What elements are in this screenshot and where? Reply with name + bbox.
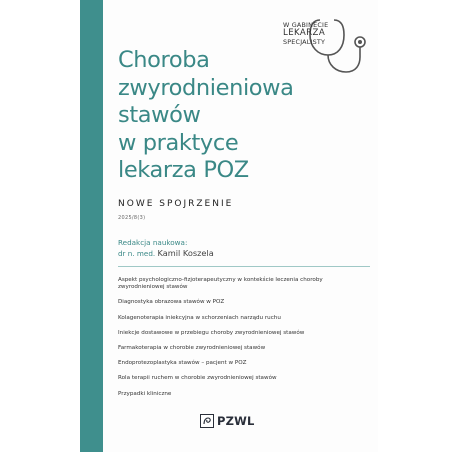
series-line-2: LEKARZA (283, 28, 326, 38)
issue-code: 2025/8(3) (118, 215, 146, 221)
book-title (118, 47, 368, 185)
contents-item: Aspekt psychologiczno-fizjoterapeutyczny w kontekście leczenia choroby zwyrodnieniowej stawów (118, 277, 323, 291)
contents-list (118, 277, 368, 406)
title-line: w praktyce (118, 129, 239, 156)
contents-item: Rola terapii ruchem w chorobie zwyrodnieniowej stawów (118, 375, 277, 382)
contents-item: Iniekcje dostawowe w przebiegu choroby zwyrodnieniowej stawów (118, 329, 305, 336)
title-line: zwyrodnieniowa (118, 74, 294, 101)
editor-name: Kamil Koszela (157, 248, 214, 258)
editor-prefix: dr n. med. (118, 249, 158, 258)
publisher-name: PZWL (217, 414, 255, 428)
title-line: lekarza POZ (118, 157, 249, 183)
contents-item: Diagnostyka obrazowa stawów w POZ (118, 299, 225, 306)
contents-item: Endoprotezoplastyka stawów – pacjent w POZ (118, 360, 247, 367)
publisher-logo (200, 412, 255, 430)
divider (118, 266, 370, 267)
series-line-1: W GABINECIE (283, 21, 329, 29)
title-line: stawów (118, 102, 201, 128)
contents-item: Farmakoterapia w chorobie zwyrodnieniowej stawów (118, 345, 266, 352)
book-subtitle: NOWE SPOJRZENIE (118, 199, 234, 209)
pzwl-logo-icon (200, 414, 214, 428)
series-line-3: SPECJALISTY (283, 38, 326, 46)
title-line: Choroba (118, 47, 210, 73)
cover-side-bar (80, 0, 103, 452)
contents-item: Kolagenoterapia iniekcyjna w schorzeniach narządu ruchu (118, 314, 281, 321)
contents-item: Przypadki kliniczne (118, 390, 172, 397)
editor-label: Redakcja naukowa: (118, 238, 188, 247)
editor-line (118, 248, 214, 258)
